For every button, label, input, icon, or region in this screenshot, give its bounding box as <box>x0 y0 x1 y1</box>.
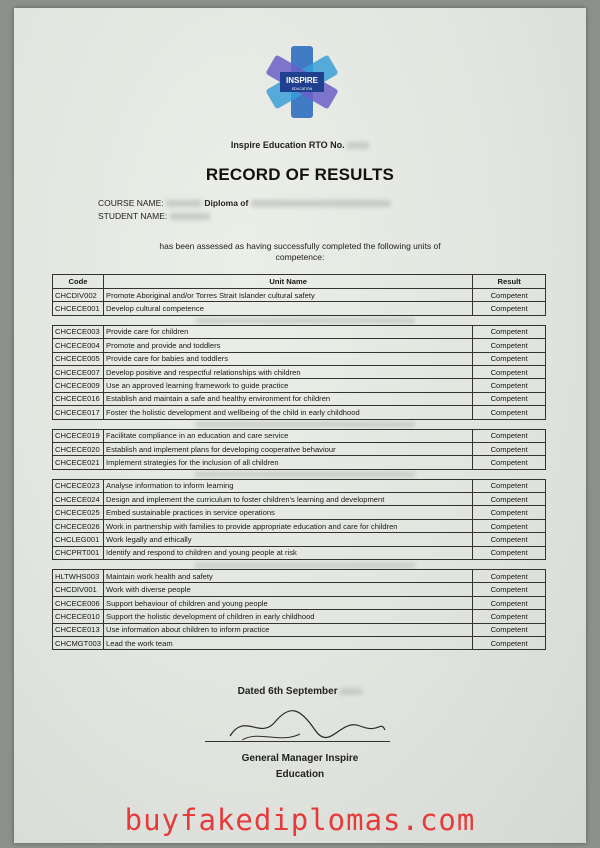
student-row <box>98 211 210 221</box>
unit-name: Analyse information to inform learning <box>104 479 473 492</box>
redacted-cell <box>53 315 546 325</box>
redacted-row <box>53 315 546 325</box>
table-row <box>53 533 546 546</box>
table-row <box>53 596 546 609</box>
unit-result: Competent <box>473 533 546 546</box>
redacted-diploma <box>251 200 391 207</box>
student-label: STUDENT NAME: <box>98 211 168 221</box>
unit-code: CHCLEG001 <box>53 533 104 546</box>
redacted-rto <box>347 142 369 149</box>
redacted-unit <box>195 563 415 568</box>
unit-result: Competent <box>473 623 546 636</box>
table-row <box>53 429 546 442</box>
unit-code: CHCECE009 <box>53 379 104 392</box>
unit-result: Competent <box>473 352 546 365</box>
unit-result: Competent <box>473 479 546 492</box>
watermark: buyfakediplomas.com <box>124 803 476 837</box>
unit-result: Competent <box>473 365 546 378</box>
unit-code: CHCMGT003 <box>53 636 104 649</box>
unit-name: Foster the holistic development and wellbeing of the child in early childhood <box>104 406 473 419</box>
unit-result: Competent <box>473 583 546 596</box>
redacted-cell <box>53 560 546 570</box>
course-label: COURSE NAME: <box>98 198 164 208</box>
table-row <box>53 406 546 419</box>
unit-result: Competent <box>473 636 546 649</box>
unit-name: Design and implement the curriculum to foster children's learning and development <box>104 493 473 506</box>
logo-name: INSPIRE <box>285 76 319 85</box>
dated-line <box>0 686 600 697</box>
unit-result: Competent <box>473 546 546 559</box>
unit-code: CHCECE016 <box>53 392 104 405</box>
unit-result: Competent <box>473 506 546 519</box>
unit-code: CHCECE005 <box>53 352 104 365</box>
unit-code: CHCECE003 <box>53 325 104 338</box>
unit-code: CHCECE026 <box>53 519 104 532</box>
unit-code: CHCECE023 <box>53 479 104 492</box>
unit-result: Competent <box>473 429 546 442</box>
redacted-year <box>340 688 362 695</box>
unit-code: CHCECE013 <box>53 623 104 636</box>
unit-code: CHCECE024 <box>53 493 104 506</box>
unit-result: Competent <box>473 596 546 609</box>
unit-name: Work legally and ethically <box>104 533 473 546</box>
unit-name: Embed sustainable practices in service operations <box>104 506 473 519</box>
unit-result: Competent <box>473 392 546 405</box>
table-row <box>53 493 546 506</box>
unit-result: Competent <box>473 493 546 506</box>
table-row <box>53 610 546 623</box>
signatory-line-2: Education <box>275 769 325 780</box>
unit-name: Support the holistic development of children in early childhood <box>104 610 473 623</box>
table-header-row <box>53 275 546 289</box>
unit-result: Competent <box>473 406 546 419</box>
unit-code: CHCECE017 <box>53 406 104 419</box>
unit-result: Competent <box>473 325 546 338</box>
unit-code: CHCDIV001 <box>53 583 104 596</box>
unit-result: Competent <box>473 289 546 302</box>
unit-name: Maintain work health and safety <box>104 570 473 583</box>
table-row <box>53 302 546 315</box>
logo-sub: EDUCATION <box>291 87 313 91</box>
unit-result: Competent <box>473 339 546 352</box>
rto-label: Inspire Education RTO No. <box>230 140 345 150</box>
unit-name: Work in partnership with families to provide appropriate education and care for children <box>104 519 473 532</box>
redacted-row <box>53 419 546 429</box>
unit-result: Competent <box>473 302 546 315</box>
unit-name: Work with diverse people <box>104 583 473 596</box>
unit-name: Use an approved learning framework to guide practice <box>104 379 473 392</box>
table-row <box>53 392 546 405</box>
redacted-unit <box>195 422 415 427</box>
unit-name: Develop positive and respectful relationships with children <box>104 365 473 378</box>
results-table-body <box>53 289 546 650</box>
unit-code: CHCECE025 <box>53 506 104 519</box>
header-unit-name: Unit Name <box>104 275 473 289</box>
redacted-unit <box>195 472 415 477</box>
table-row <box>53 583 546 596</box>
unit-code: CHCECE004 <box>53 339 104 352</box>
table-row <box>53 442 546 455</box>
table-row <box>53 479 546 492</box>
unit-name: Identify and respond to children and young people at risk <box>104 546 473 559</box>
table-row <box>53 519 546 532</box>
signature-line <box>205 741 390 742</box>
unit-code: CHCECE007 <box>53 365 104 378</box>
unit-code: CHCPRT001 <box>53 546 104 559</box>
unit-name: Promote and provide and toddlers <box>104 339 473 352</box>
unit-result: Competent <box>473 379 546 392</box>
signatory-line-1: General Manager Inspire <box>241 753 359 764</box>
unit-name: Provide care for babies and toddlers <box>104 352 473 365</box>
unit-name: Promote Aboriginal and/or Torres Strait Islander cultural safety <box>104 289 473 302</box>
unit-code: CHCECE019 <box>53 429 104 442</box>
unit-name: Develop cultural competence <box>104 302 473 315</box>
unit-name: Support behaviour of children and young people <box>104 596 473 609</box>
table-row <box>53 365 546 378</box>
inspire-logo <box>260 44 344 120</box>
redacted-row <box>53 560 546 570</box>
redacted-cell <box>53 419 546 429</box>
unit-code: CHCECE020 <box>53 442 104 455</box>
inspire-logo-mark <box>260 44 344 120</box>
unit-name: Use information about children to inform practice <box>104 623 473 636</box>
course-row <box>98 198 391 208</box>
unit-result: Competent <box>473 442 546 455</box>
unit-code: HLTWHS003 <box>53 570 104 583</box>
unit-code: CHCECE001 <box>53 302 104 315</box>
unit-name: Provide care for children <box>104 325 473 338</box>
unit-name: Establish and maintain a safe and healthy environment for children <box>104 392 473 405</box>
table-row <box>53 289 546 302</box>
unit-name: Implement strategies for the inclusion of all children <box>104 456 473 469</box>
diploma-label: Diploma of <box>204 198 249 208</box>
table-row <box>53 325 546 338</box>
table-row <box>53 546 546 559</box>
unit-code: CHCECE010 <box>53 610 104 623</box>
unit-name: Lead the work team <box>104 636 473 649</box>
header-result: Result <box>473 275 546 289</box>
results-table <box>52 274 546 650</box>
document-title: RECORD OF RESULTS <box>205 165 395 184</box>
unit-result: Competent <box>473 610 546 623</box>
table-row <box>53 570 546 583</box>
redacted-unit <box>195 318 415 323</box>
table-row <box>53 636 546 649</box>
table-row <box>53 339 546 352</box>
signatory-title <box>0 751 600 783</box>
unit-name: Facilitate compliance in an education and care service <box>104 429 473 442</box>
unit-result: Competent <box>473 519 546 532</box>
table-row <box>53 506 546 519</box>
table-row <box>53 352 546 365</box>
unit-name: Establish and implement plans for developing cooperative behaviour <box>104 442 473 455</box>
unit-result: Competent <box>473 570 546 583</box>
table-row <box>53 456 546 469</box>
unit-code: CHCDIV002 <box>53 289 104 302</box>
table-row <box>53 623 546 636</box>
rto-line <box>0 140 600 150</box>
dated-text: Dated 6th September <box>237 686 338 697</box>
unit-code: CHCECE021 <box>53 456 104 469</box>
redacted-cell <box>53 469 546 479</box>
redacted-student <box>170 213 210 220</box>
unit-result: Competent <box>473 456 546 469</box>
unit-code: CHCECE006 <box>53 596 104 609</box>
assessed-statement: has been assessed as having successfully completed the following units of competence: <box>159 241 441 262</box>
table-row <box>53 379 546 392</box>
redacted-course-code <box>166 200 202 207</box>
header-code: Code <box>53 275 104 289</box>
redacted-row <box>53 469 546 479</box>
